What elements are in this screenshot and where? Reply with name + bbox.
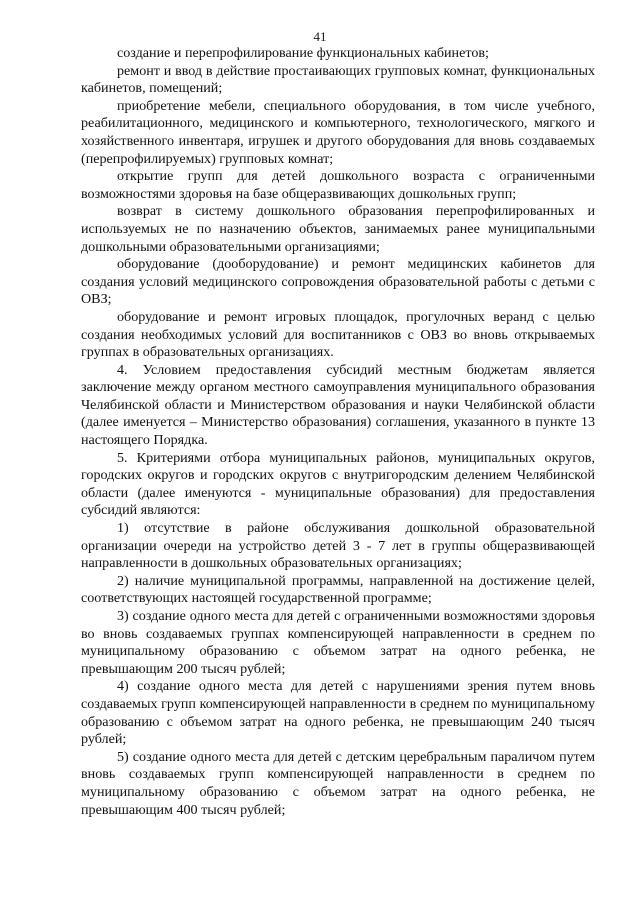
document-body [81, 45, 595, 819]
paragraph-2: ремонт и ввод в действие простаивающих групповых комнат, функциональных кабинетов, помещений; [81, 62, 595, 97]
paragraph-10: 1) отсутствие в районе обслуживания дошкольной образовательной организации очереди на устройство детей 3 - 7 лет в группы общеразвивающей направленности в дошкольных образовательных организациях; [81, 520, 595, 572]
paragraph-11: 2) наличие муниципальной программы, направленной на достижение целей, соответствующих настоящей государственной программе; [81, 572, 595, 607]
paragraph-13: 4) создание одного места для детей с нарушениями зрения путем вновь создаваемых групп компенсирующей направленности в среднем по муниципальному образованию с объемом затрат на одного ребенка, не превышающим 240 тысяч рублей; [81, 678, 595, 748]
paragraph-1: создание и перепрофилирование функциональных кабинетов; [117, 45, 489, 61]
paragraph-14: 5) создание одного места для детей с детским церебральным параличом путем вновь создаваемых групп компенсирующей направленности в среднем по муниципальному образованию с объемом затрат на одного ребенка, не превышающим 400 тысяч рублей; [81, 748, 595, 818]
paragraph-4: открытие групп для детей дошкольного возраста с ограниченными возможностями здоровья на базе общеразвивающих дошкольных групп; [81, 168, 595, 202]
paragraph-6: оборудование (дооборудование) и ремонт медицинских кабинетов для создания условий медицинского сопровождения образовательной работы с детьми с ОВЗ; [81, 256, 595, 308]
paragraph-7: оборудование и ремонт игровых площадок, прогулочных веранд с целью создания необходимых условий для воспитанников с ОВЗ во вновь открываемых группах в образовательных организациях. [81, 308, 595, 361]
paragraph-9: 5. Критериями отбора муниципальных районов, муниципальных округов, городских округов и городских округов с внутригородским делением Челябинской области (далее именуются - муниципальные образования) для предоставления субсидий являются: [81, 449, 595, 519]
paragraph-12: 3) создание одного места для детей с ограниченными возможностями здоровья во вновь создаваемых группах компенсирующей направленности в среднем по муниципальному образованию с объемом затрат на одного ребенка, не превышающим 200 тысяч рублей; [81, 608, 595, 677]
paragraph-5: возврат в систему дошкольного образования перепрофилированных и используемых не по назначению объектов, занимаемых ранее муниципальными дошкольными образовательными организациями; [81, 203, 595, 255]
paragraph-8: 4. Условием предоставления субсидий местным бюджетам является заключение между органом местного самоуправления муниципального образования Челябинской области и Министерством образования и науки Челябинской области (далее именуется – Министерство образования) соглашения, указанного в пункте 13 настоящего Порядка. [81, 361, 595, 449]
paragraph-3: приобретение мебели, специального оборудования, в том числе учебного, реабилитационного, медицинского и компьютерного, технологического, мягкого и хозяйственного инвентаря, игрушек и другого оборудования для вновь создаваемых (перепрофилируемых) групповых комнат; [81, 97, 595, 167]
page-number: 41 [313, 29, 327, 44]
